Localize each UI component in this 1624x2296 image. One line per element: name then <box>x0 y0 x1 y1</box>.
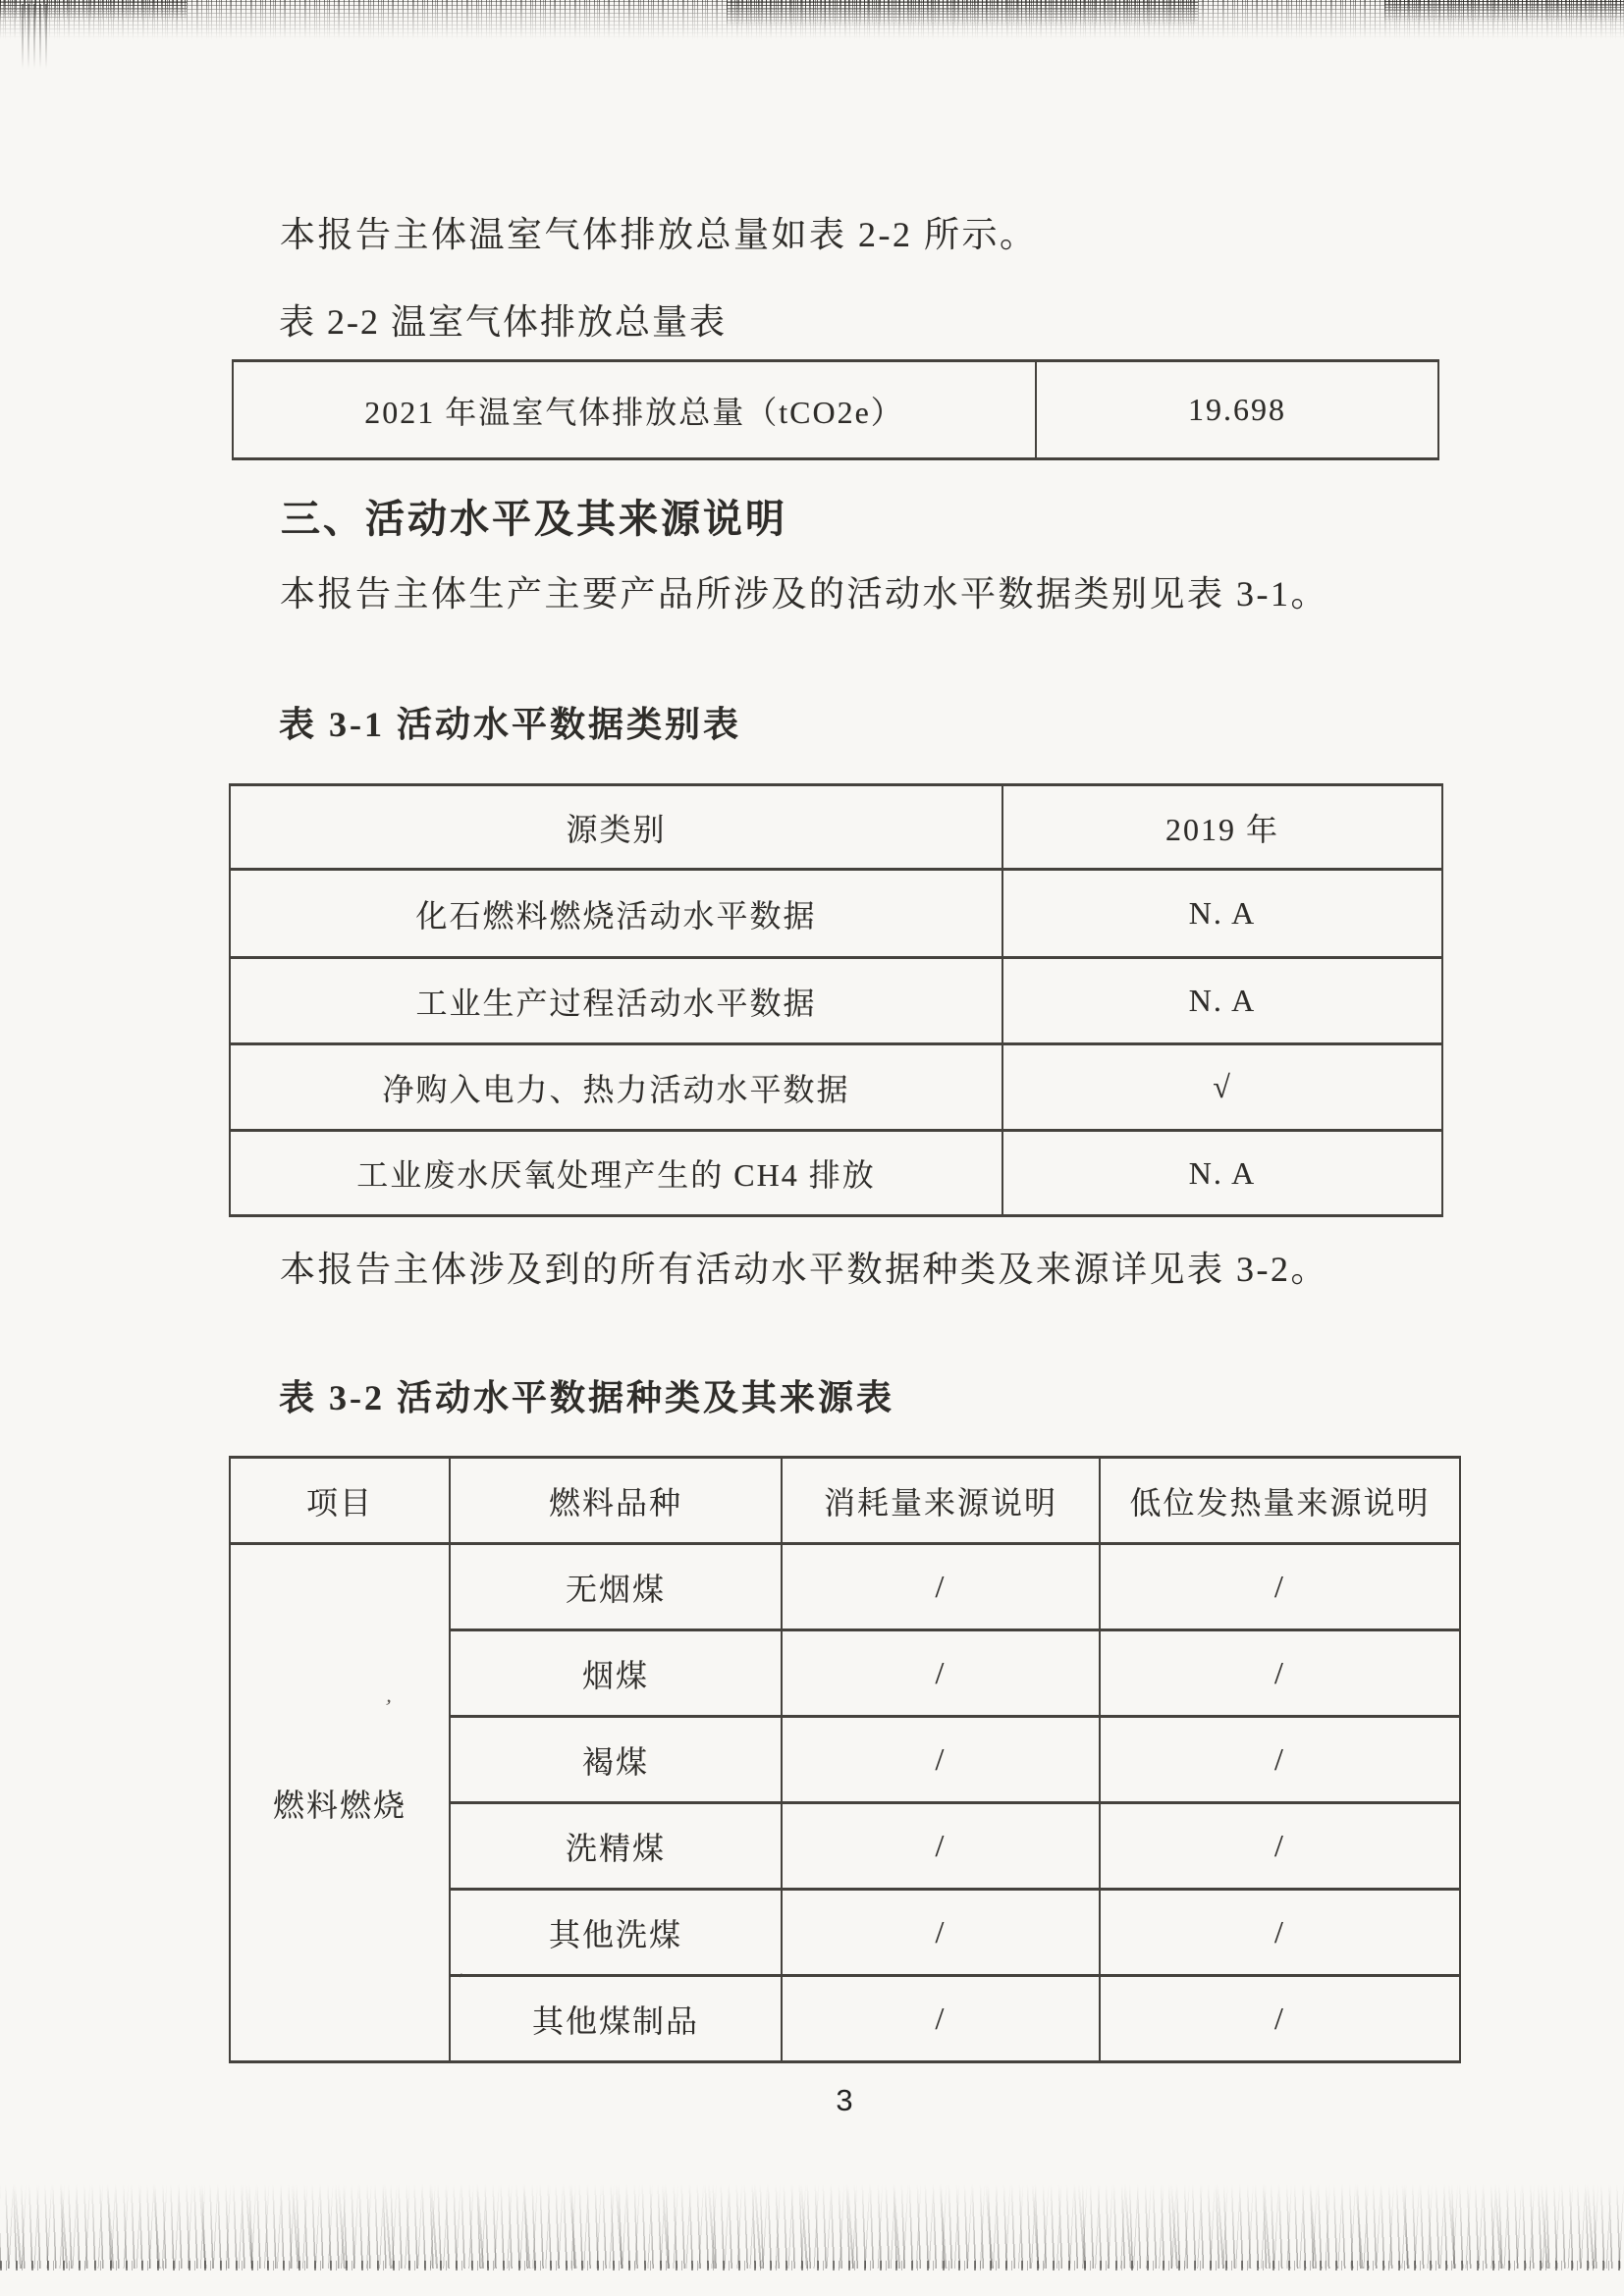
table-3-2-title: 表 3-2 活动水平数据种类及其来源表 <box>279 1378 894 1417</box>
heating-cell: / <box>1100 1630 1460 1717</box>
scan-noise-bottom-line <box>0 2261 1624 2270</box>
table-row <box>230 1131 1442 1216</box>
status-cell: N. A <box>1002 958 1442 1044</box>
table-row <box>230 1044 1442 1131</box>
scan-speck: ’ <box>456 1970 465 1989</box>
status-cell: N. A <box>1002 870 1442 958</box>
scan-speck: ’ <box>381 1693 394 1720</box>
section-heading-activity-level: 三、活动水平及其来源说明 <box>281 497 787 541</box>
paragraph-total-emissions: 本报告主体温室气体排放总量如表 2-2 所示。 <box>280 215 1038 254</box>
table-row <box>233 361 1438 459</box>
consumption-cell: / <box>782 1803 1100 1890</box>
fuel-name-cell: 其他洗煤 <box>450 1890 782 1976</box>
consumption-cell: / <box>782 1890 1100 1976</box>
heating-cell: / <box>1100 1976 1460 2062</box>
consumption-cell: / <box>782 1544 1100 1630</box>
header-fuel-type-cell: 燃料品种 <box>450 1458 782 1544</box>
consumption-cell: / <box>782 1717 1100 1803</box>
consumption-cell: / <box>782 1630 1100 1717</box>
emission-total-value-cell: 19.698 <box>1036 361 1438 459</box>
heating-cell: / <box>1100 1890 1460 1976</box>
scan-corner-mark <box>22 4 47 69</box>
table-header-row <box>230 1458 1460 1544</box>
fuel-name-cell: 褐煤 <box>450 1717 782 1803</box>
table-3-2-activity-data-sources <box>229 1456 1461 2063</box>
heating-cell: / <box>1100 1717 1460 1803</box>
source-category-cell: 化石燃料燃烧活动水平数据 <box>230 870 1002 958</box>
header-year-cell: 2019 年 <box>1002 785 1442 870</box>
table-2-2-title: 表 2-2 温室气体排放总量表 <box>279 302 727 342</box>
status-cell: N. A <box>1002 1131 1442 1216</box>
table-3-1-title: 表 3-1 活动水平数据类别表 <box>279 705 741 744</box>
emission-total-label-cell: 2021 年温室气体排放总量（tCO2e） <box>233 361 1036 459</box>
scan-noise-bottom <box>0 2184 1624 2269</box>
header-consumption-source-cell: 消耗量来源说明 <box>782 1458 1100 1544</box>
table-row <box>230 958 1442 1044</box>
table-row <box>230 1544 1460 1630</box>
source-category-cell: 净购入电力、热力活动水平数据 <box>230 1044 1002 1131</box>
header-item-cell: 项目 <box>230 1458 450 1544</box>
table-3-1-activity-categories <box>229 783 1443 1217</box>
fuel-name-cell: 无烟煤 <box>450 1544 782 1630</box>
fuel-name-cell: 洗精煤 <box>450 1803 782 1890</box>
source-category-cell: 工业生产过程活动水平数据 <box>230 958 1002 1044</box>
table-row <box>230 870 1442 958</box>
scan-noise-patch <box>1384 0 1624 26</box>
fuel-name-cell: 其他煤制品 <box>450 1976 782 2062</box>
source-category-cell: 工业废水厌氧处理产生的 CH4 排放 <box>230 1131 1002 1216</box>
consumption-cell: / <box>782 1976 1100 2062</box>
heating-cell: / <box>1100 1803 1460 1890</box>
page-number: 3 <box>836 2083 853 2117</box>
table-2-2-total-emissions <box>232 359 1439 460</box>
paragraph-activity-categories: 本报告主体生产主要产品所涉及的活动水平数据类别见表 3-1。 <box>280 574 1328 614</box>
group-label-fuel-combustion-cell: 燃料燃烧 <box>230 1544 450 2062</box>
paragraph-activity-sources: 本报告主体涉及到的所有活动水平数据种类及来源详见表 3-2。 <box>280 1250 1328 1289</box>
heating-cell: / <box>1100 1544 1460 1630</box>
table-header-row <box>230 785 1442 870</box>
status-cell-checkmark: √ <box>1002 1044 1442 1131</box>
fuel-name-cell: 烟煤 <box>450 1630 782 1717</box>
header-heating-value-source-cell: 低位发热量来源说明 <box>1100 1458 1460 1544</box>
scan-noise-patch <box>727 0 1198 29</box>
header-source-category-cell: 源类别 <box>230 785 1002 870</box>
